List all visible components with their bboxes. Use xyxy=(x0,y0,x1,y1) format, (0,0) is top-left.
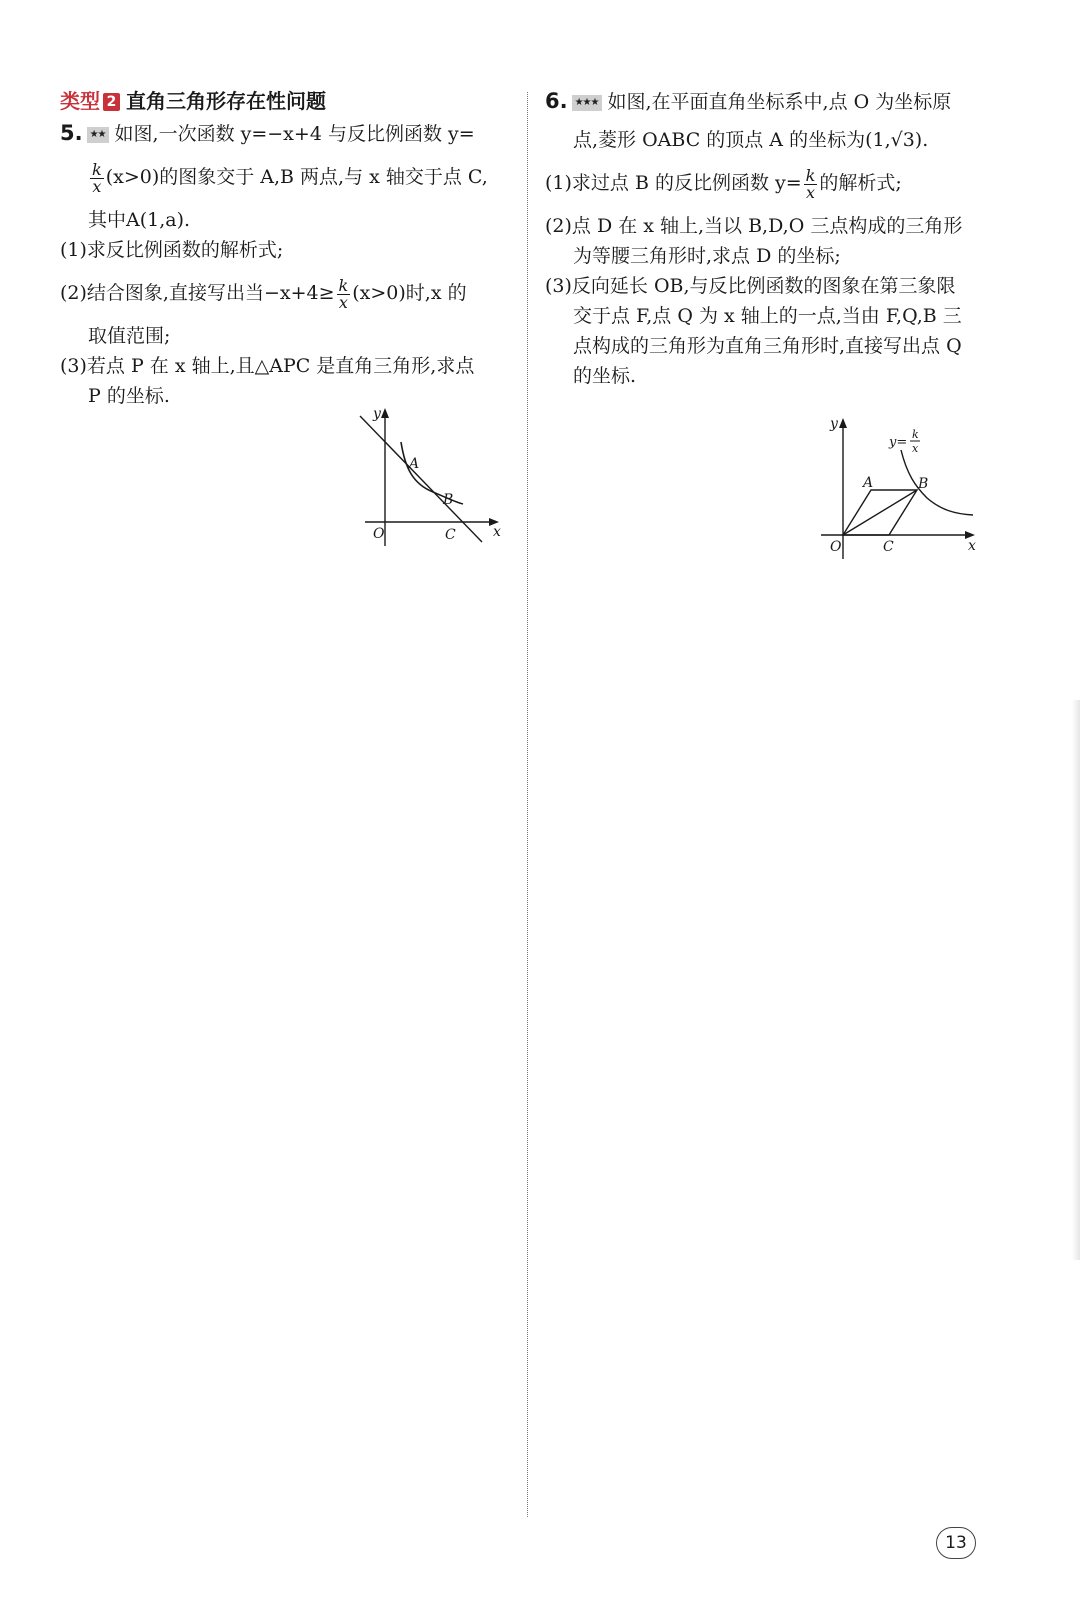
q5-part3-line1: (3)若点 P 在 x 轴上,且△APC 是直角三角形,求点 xyxy=(60,355,475,377)
q6-part3-line2: 交于点 F,点 Q 为 x 轴上的一点,当由 F,Q,B 三 xyxy=(573,305,962,327)
q5-part3-line2: P 的坐标. xyxy=(88,385,170,407)
q6-line1 xyxy=(545,86,1005,117)
q6-label-x: x xyxy=(968,538,976,554)
section-heading xyxy=(60,86,515,116)
q6-part3-line4: 的坐标. xyxy=(573,365,637,387)
page-number: 13 xyxy=(936,1527,976,1559)
page-edge-shadow xyxy=(1072,700,1080,1260)
q5-stem-line1: 如图,一次函数 y=−x+4 与反比例函数 y= xyxy=(114,123,475,145)
q5-part1: (1)求反比例函数的解析式; xyxy=(60,239,284,261)
section-title: 直角三角形存在性问题 xyxy=(126,89,326,113)
q5-part2-line2: 取值范围; xyxy=(88,325,171,347)
q5-label-C: C xyxy=(445,527,456,543)
q5-figure xyxy=(355,406,515,556)
q5-line-y-eq-neg-x-plus-4 xyxy=(360,416,482,542)
q6-func-label: y= xyxy=(889,435,908,450)
q6-hyperbola xyxy=(901,450,973,515)
q5-number: 5. xyxy=(60,121,83,145)
q6-label-A: A xyxy=(863,475,874,491)
q6-func-k: k xyxy=(912,428,919,441)
q6-part3-line1: (3)反向延长 OB,与反比例函数的图象在第三象限 xyxy=(545,275,956,297)
q6-fraction-k-over-x: $\frac{k}{x}$ xyxy=(805,165,816,202)
type-number-badge: 2 xyxy=(103,93,120,111)
q5-part2-fraction: $\frac{k}{x}$ xyxy=(338,275,349,312)
q5-stem-line3: 其中A(1,a). xyxy=(88,209,191,231)
q5-label-y: y xyxy=(373,406,381,422)
q5-difficulty-stars: ★★ xyxy=(87,127,109,143)
q6-label-B: B xyxy=(918,476,929,492)
q6-difficulty-stars: ★★★ xyxy=(572,95,602,111)
q5-line1 xyxy=(60,118,515,149)
q5-y-axis-arrow xyxy=(381,408,389,418)
q6-part2-line1: (2)点 D 在 x 轴上,当以 B,D,O 三点构成的三角形 xyxy=(545,215,963,237)
q5-part2-line1: (2)结合图象,直接写出当−x+4≥ $\frac{k}{x}$ (x>0)时,x 的 xyxy=(60,275,467,312)
q6-number: 6. xyxy=(545,89,568,113)
right-column xyxy=(545,86,1005,555)
q5-label-A: A xyxy=(409,456,420,472)
q6-label-y: y xyxy=(830,416,838,432)
q6-func-x: x xyxy=(912,442,919,455)
q6-part3-line3: 点构成的三角形为直角三角形时,直接写出点 Q xyxy=(573,335,962,357)
q6-stem-line2: 点,菱形 OABC 的顶点 A 的坐标为(1,√3). xyxy=(573,129,929,151)
q6-stem-line1: 如图,在平面直角坐标系中,点 O 为坐标原 xyxy=(607,91,952,113)
q6-part1: (1)求过点 B 的反比例函数 y= $\frac{k}{x}$ 的解析式; xyxy=(545,165,902,202)
q5-label-x: x xyxy=(493,524,501,540)
q6-label-C: C xyxy=(883,539,894,555)
q6-y-axis-arrow xyxy=(839,418,847,428)
column-divider xyxy=(527,92,528,1517)
q6-label-O: O xyxy=(830,539,842,555)
q6-part2-line2: 为等腰三角形时,求点 D 的坐标; xyxy=(573,245,841,267)
q6-figure xyxy=(813,414,983,564)
left-column xyxy=(60,86,515,543)
q5-label-B: B xyxy=(443,492,454,508)
q5-line2 xyxy=(60,157,515,197)
q6-diagonal-OB xyxy=(843,490,917,535)
q5-hyperbola xyxy=(401,442,463,504)
q5-stem-line2: (x>0)的图象交于 A,B 两点,与 x 轴交于点 C, xyxy=(105,166,488,188)
q5-label-O: O xyxy=(373,526,385,542)
type-label: 类型 xyxy=(60,89,100,113)
q5-fraction-k-over-x: $\frac{k}{x}$ xyxy=(92,159,102,196)
